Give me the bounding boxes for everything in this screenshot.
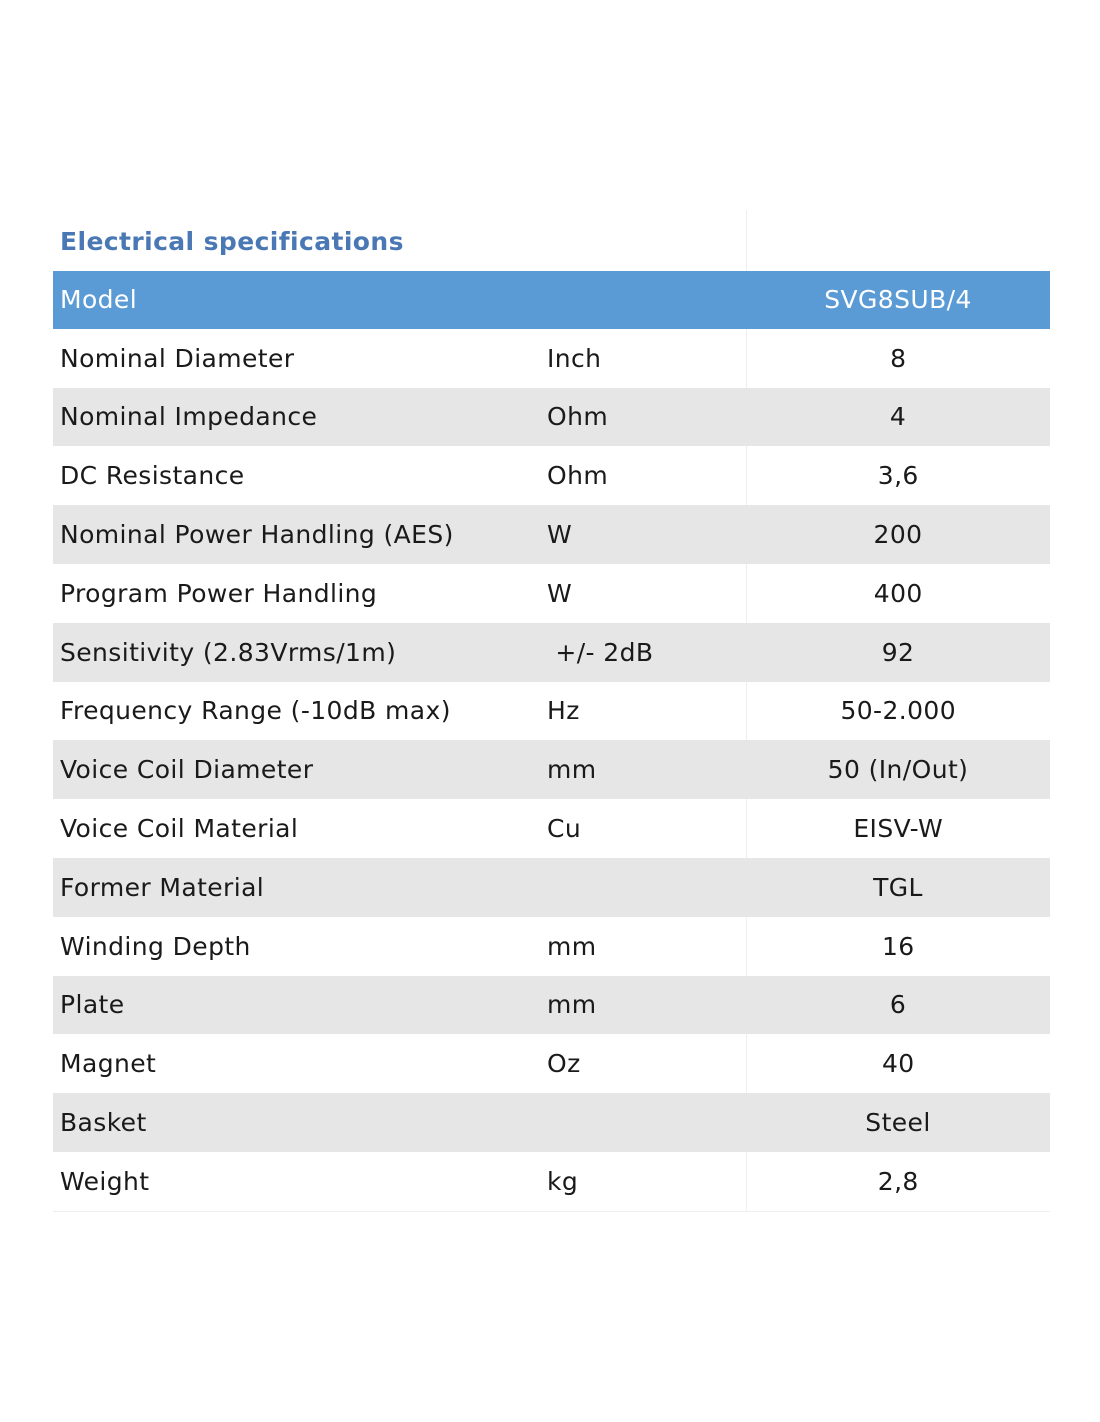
table-row [53,1034,1050,1093]
spec-name: Program Power Handling [53,564,541,623]
spec-value: 3,6 [746,446,1050,505]
table-header-row [53,271,1050,329]
spec-name: Voice Coil Diameter [53,740,541,799]
spec-unit: kg [541,1152,746,1211]
table-row [53,1152,1050,1211]
table-row [53,976,1050,1035]
spec-value: Steel [746,1093,1050,1152]
spec-unit: Inch [541,329,746,388]
spec-value: 200 [746,505,1050,564]
spec-value: 6 [746,976,1050,1035]
spec-value: 92 [746,623,1050,682]
spec-name: Sensitivity (2.83Vrms/1m) [53,623,541,682]
table-row [53,623,1050,682]
spec-value: EISV-W [746,799,1050,858]
spec-name: Voice Coil Material [53,799,541,858]
header-unit [541,271,746,329]
spec-value: 4 [746,388,1050,447]
table-row [53,505,1050,564]
spec-name: Winding Depth [53,917,541,976]
spec-value: 16 [746,917,1050,976]
header-label: Model [53,271,541,329]
spec-name: Plate [53,976,541,1035]
table-row [53,1093,1050,1152]
spec-value: 8 [746,329,1050,388]
spec-name: Nominal Power Handling (AES) [53,505,541,564]
table-row [53,446,1050,505]
spec-name: Frequency Range (-10dB max) [53,682,541,741]
spec-unit: mm [541,976,746,1035]
spec-value: 2,8 [746,1152,1050,1211]
spec-value: TGL [746,858,1050,917]
spec-value: 50 (In/Out) [746,740,1050,799]
table-row [53,858,1050,917]
table-title: Electrical specifications [53,210,541,271]
spec-unit [541,858,746,917]
spec-value: 50-2.000 [746,682,1050,741]
spec-unit: Ohm [541,388,746,447]
spec-value: 40 [746,1034,1050,1093]
spec-unit: +/- 2dB [541,623,746,682]
spec-unit: W [541,564,746,623]
table-row [53,740,1050,799]
model-name: SVG8SUB/4 [746,271,1050,329]
spec-name: Magnet [53,1034,541,1093]
spec-unit: W [541,505,746,564]
spec-name: Former Material [53,858,541,917]
spec-name: Nominal Impedance [53,388,541,447]
table-row [53,799,1050,858]
empty-cell [746,210,1050,271]
table-row [53,917,1050,976]
electrical-specifications-table [53,210,1050,1212]
spec-unit: Cu [541,799,746,858]
spec-unit: Ohm [541,446,746,505]
table-row [53,564,1050,623]
spec-unit: mm [541,917,746,976]
spec-name: Nominal Diameter [53,329,541,388]
empty-cell [541,210,746,271]
table-row [53,388,1050,447]
spec-name: Basket [53,1093,541,1152]
spec-name: Weight [53,1152,541,1211]
spec-unit: Oz [541,1034,746,1093]
spec-unit: Hz [541,682,746,741]
spec-name: DC Resistance [53,446,541,505]
spec-unit: mm [541,740,746,799]
spec-value: 400 [746,564,1050,623]
table-row [53,682,1050,741]
spec-unit [541,1093,746,1152]
table-title-row [53,210,1050,271]
table-row [53,329,1050,388]
